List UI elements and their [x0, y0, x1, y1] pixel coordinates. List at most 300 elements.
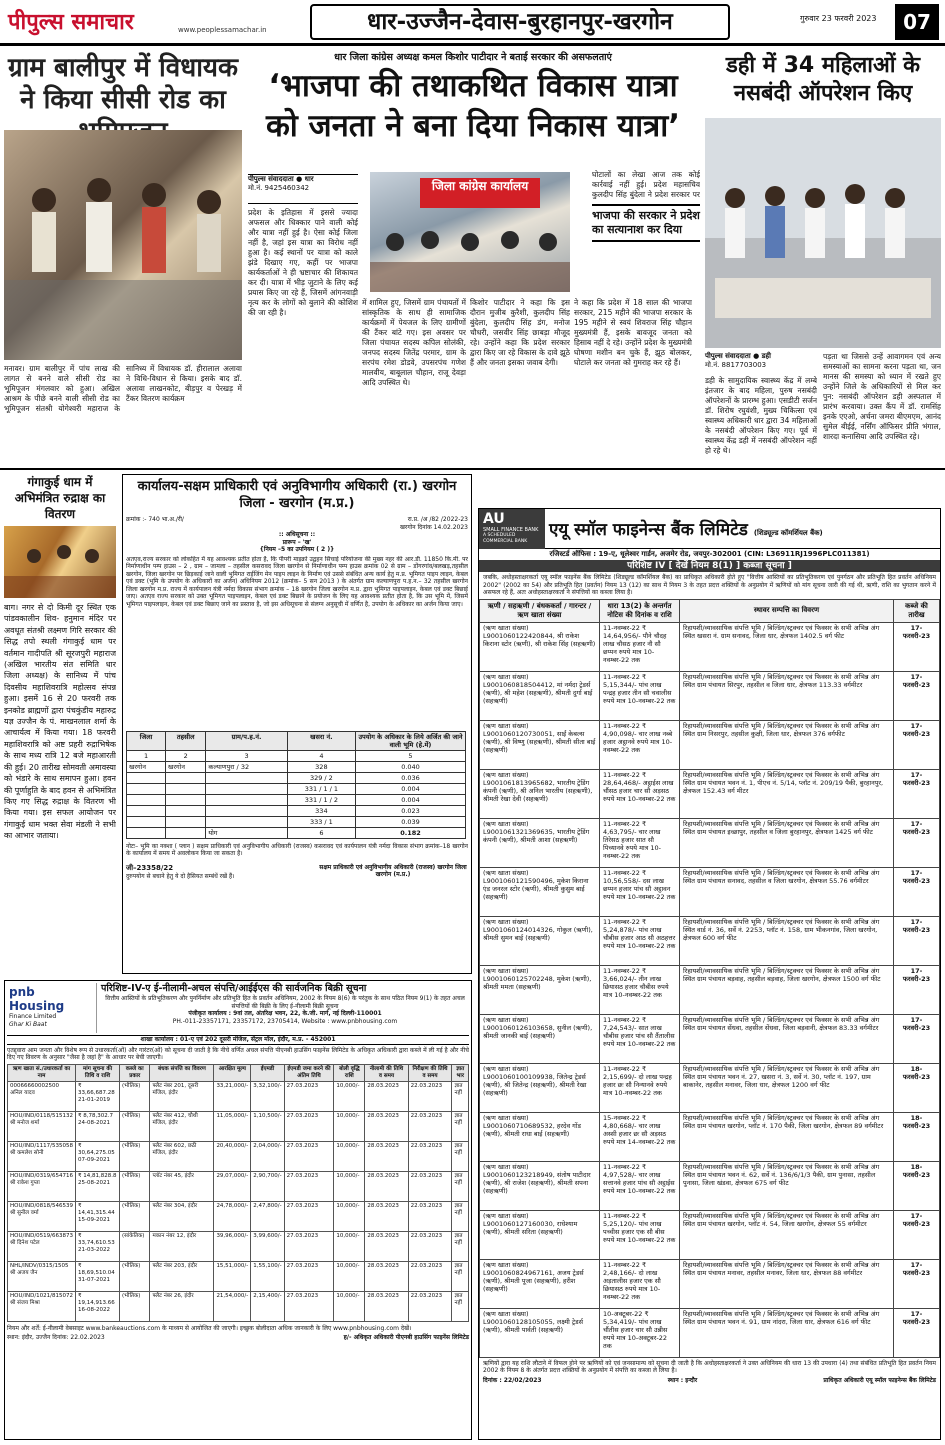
- land-col-num: 1: [127, 750, 166, 761]
- congress-continuation: [592, 170, 700, 464]
- land-cell-village: [206, 805, 287, 816]
- pnb-cell-last: 27.03.2023: [284, 1231, 334, 1261]
- congress-col4: ने कहा कि प्रदेश में 18 साल की भाजपा सरकार, 215 महीने की भाजपा सरकार के 195 महीने से स्वयं शिवराज सिंह चौहान मुख्यमंत्री हैं, इसके बावजूद जनता को हिसाब नहीं दे रहे। उन्होंने प्रदेश के मुख्यमंत्री घोषणा मशीन बन चुके हैं, झूठ बोलकर, घोटाले कर जनता को गुमराह कर रहे हैं।: [574, 298, 692, 367]
- land-total-count: 6: [287, 827, 355, 838]
- pnb-cell-auction: 28.03.2023: [365, 1201, 408, 1231]
- pnb-cell-last: 27.03.2023: [284, 1201, 334, 1231]
- dahi-col1: डही के सामुदायिक स्वास्थ्य केंद्र में लम्बे इंतजार के बाद महिला, पुरुष नसबंदी ऑपरेशनों के प्रारम्भ हुआ। एसडीटी सर्जन डॉ. शिरोष रघुवंशी, मुख्य चिकित्सा एवं स्वास्थ्य अधिकारी धार द्वारा 34 महिलाओं के नसबंदी ऑपरेशन किए गए। पूर्व में स्वास्थ्य केंद्र डही में नसबंदी ऑपरेशन नहीं हो रहे थे।: [705, 376, 817, 455]
- au-cell-date: 17-फरवरी-23: [894, 1259, 940, 1308]
- pnb-table: [7, 1064, 469, 1322]
- land-cell-area: 0.040: [356, 761, 466, 772]
- pnb-cell-enc: ज्ञात नहीं: [452, 1141, 469, 1171]
- pnb-th: बंधक संपत्ति का विवरण: [150, 1064, 214, 1081]
- pnb-sub: वित्तीय आस्तियों के प्रतिभूतिकरण और पुनर्निर्माण और प्रतिभूति हित के प्रवर्तन अधिनियम, 2002 के नियम 8(6) के परंतुक के साथ पठित नियम 9(1) के तहत अचल संपत्तियों की बिक्री के लिए ई-नीलामी बिक्री सूचना: [105, 995, 465, 1010]
- au-row: [480, 1308, 940, 1357]
- pnb-row: [8, 1291, 469, 1321]
- land-cell-khasra: 328: [287, 761, 355, 772]
- pnb-th: आरक्षित मूल्य: [214, 1064, 251, 1081]
- story-dahi: [705, 52, 941, 464]
- au-cell-date: 17-फरवरी-23: [894, 1308, 940, 1357]
- au-cell-borrower: (ऋण खाता संख्या) L9001060124014326, गोकुल (ऋणी), श्रीमती सुमन बाई (सहऋणी): [480, 916, 600, 965]
- au-cell-date: 17-फरवरी-23: [894, 1210, 940, 1259]
- au-cell-property: रिहायशी/व्यावसायिक संपत्ति भूमि / बिल्डिंग/स्ट्रक्चर एवं फिक्सर के सभी अभिन्न अंग स्थित ग्राम पंचायत सेंधवा, तहसील सेंधवा, जिला बड़वानी, क्षेत्रफल 83.33 वर्गमीटर: [680, 1014, 894, 1063]
- land-ref-date: खरगोन दिनांक 14.02.2023: [399, 523, 468, 531]
- au-cell-notice: 11-नवम्बर-22 ₹ 2,15,699/- दो लाख पन्द्रह हजार छः सौ निन्यानवे रुपये मात्र 10-नवम्बर-22 तक: [600, 1063, 680, 1112]
- au-header: [479, 509, 940, 549]
- land-row: [127, 783, 466, 794]
- land-cell-district: [127, 816, 166, 827]
- au-cell-property: रिहायशी/व्यावसायिक संपत्ति भूमि / बिल्डिंग/स्ट्रक्चर एवं फिक्सर के सभी अभिन्न अंग स्थित ग्राम निसरपुर, तहसील कुक्षी, जिला धार, क्षेत्रफल 376 वर्गफीट: [680, 720, 894, 769]
- land-row: [127, 761, 466, 772]
- pnb-row: [8, 1261, 469, 1291]
- doctors-photo-icon: [705, 118, 941, 348]
- pnb-cell-demand: ₹ 30,64,275.05 07-09-2021: [76, 1141, 120, 1171]
- au-cell-property: रिहायशी/व्यावसायिक संपत्ति भूमि / बिल्डिंग/स्ट्रक्चर एवं फिक्सर के सभी अभिन्न अंग स्थित खसरा नं. ग्राम सनावद, जिला धार, क्षेत्रफल 1402.5 वर्ग फीट: [680, 622, 894, 671]
- pnb-place-date: स्थान: इंदौर, उज्जैन दिनांक: 22.02.2023: [7, 1334, 105, 1341]
- au-th: ऋणी / सहऋणी / बंधककर्ता / गारन्टर / ऋण खाता संख्या: [480, 599, 600, 622]
- pnb-cell-demand: ₹ 19,14,913.66 16-08-2022: [76, 1291, 120, 1321]
- land-rule: {नियम –5 का उपनियम ( 2 )}: [259, 546, 335, 553]
- dahi-headline: डही में 34 महिलाओं के नसबंदी ऑपरेशन किए: [725, 53, 921, 106]
- pnb-th: ज्ञात भार: [452, 1064, 469, 1081]
- land-total-area: 0.182: [356, 827, 466, 838]
- pnb-cell-property: फ्लैट नंबर 201, दूसरी मंजिल, इंदौर: [150, 1081, 214, 1111]
- pnb-footer: नियम और शर्तें: ई-नीलामी वेबसाइट www.bankeauctions.com के माध्यम से आयोजित की जाएगी। इच्छुक बोलीदाता अधिक जानकारी के लिए www.pnbhousing.com देखें।: [7, 1324, 412, 1332]
- land-cell-district: [127, 772, 166, 783]
- au-cell-borrower: (ऋण खाता संख्या) L9001060128105055, लक्ष्मी ट्रेडर्स (ऋणी), श्रीमती पार्वती (सहऋणी): [480, 1308, 600, 1357]
- au-logo: AU: [483, 510, 505, 527]
- pnb-cell-reserve: 29,07,000/-: [214, 1171, 251, 1201]
- pnb-cell-emd: 2,15,400/-: [251, 1291, 284, 1321]
- pnb-cell-inspect: 22.03.2023: [408, 1081, 452, 1111]
- au-cell-property: रिहायशी/व्यावसायिक संपत्ति भूमि / बिल्डिंग/स्ट्रक्चर एवं फिक्सर के सभी अभिन्न अंग स्थित ग्राम पंचायत सिरपुर, तहसील व जिला धार, क्षेत्रफल 113.33 वर्गमीटर: [680, 671, 894, 720]
- au-cell-property: रिहायशी/व्यावसायिक संपत्ति भूमि / बिल्डिंग/स्ट्रक्चर एवं फिक्सर के सभी अभिन्न अंग स्थित ग्राम पंचायत खरगोन, प्लॉट नं. 54, जिला खरगोन, क्षेत्रफल 55 वर्गमीटर: [680, 1210, 894, 1259]
- dahi-byline-box: [705, 352, 817, 370]
- dahi-col2: पड़ता था जिससे उन्हें आवागमन एवं अन्य समस्याओं का सामना करना पड़ता था, जन मानस की समस्या को ध्यान में रखते हुए उन्होंने जिले के अधिकारियों से मिल कर पुन: नसबंदी ऑपरेशन डही अस्पताल में प्रारंभ करवाया। उक्त कैंप में डॉ. रामसिंह इनके एएओ, अर्चना जमरा बीएमएम, आनंद सुमेल बीईई, नर्सिंग ऑफिसर प्रीति भंगाल, शारदा कनासिया आदि उपस्थित रहे।: [823, 352, 941, 441]
- balipur-body: मनावर। ग्राम बालीपुर में पांच लाख की लागत से बनने वाले सीसी रोड का भूमिपूजन मंगलवार को हुआ। अखिल आश्रम के पीछे बनने वाली सीसी रोड का भूमिपूजन संतश्री योगेश्वरी महाराज के सानिध्य में विधायक डॉ. हीरालाल अलावा ने विधि-विधान से किया। इसके बाद डॉ. अलावा लाखनकोट, बीड़पुर व पेरखड़ में टैंकर वितरण कार्यक्रम: [4, 364, 242, 413]
- au-table: [479, 599, 940, 1358]
- pnb-cell-property: फ्लैट नंबर 203, इंदौर: [150, 1261, 214, 1291]
- story-gangakui: [4, 474, 116, 974]
- pnb-cell-inspect: 22.03.2023: [408, 1111, 452, 1141]
- land-cell-area: 0.023: [356, 805, 466, 816]
- au-cell-date: 17-फरवरी-23: [894, 1014, 940, 1063]
- pnb-cell-inc: 10,000/-: [334, 1171, 365, 1201]
- pnb-cell-emd: 2,04,000/-: [251, 1141, 284, 1171]
- land-cell-district: [127, 783, 166, 794]
- au-row: [480, 1112, 940, 1161]
- au-cell-property: रिहायशी/व्यावसायिक संपत्ति भूमि / बिल्डिंग/स्ट्रक्चर एवं फिक्सर के सभी अभिन्न अंग स्थित वार्ड नं. 36, सर्वे नं. 2253, प्लॉट नं. 158, ग्राम भीकनगांव, जिला खरगोन, क्षेत्रफल 600 वर्ग फीट: [680, 916, 894, 965]
- pnb-logo-tag: Ghar Ki Baat: [9, 1020, 47, 1028]
- land-footer-note: दुरुपयोग से बचाने हेतु ये दो हैसियत सम्बंधें रखें हैं।: [126, 872, 235, 880]
- au-cell-property: रिहायशी/व्यावसायिक संपत्ति भूमि / बिल्डिंग/स्ट्रक्चर एवं फिक्सर के सभी अभिन्न अंग स्थित ग्राम पंचायत भवन नं. 62, सर्वे नं. 136/6/1/3 पैकी, ग्राम पुनासा, तहसील पुनासा, जिला खंडवा, क्षेत्रफल 675 वर्ग फीट: [680, 1161, 894, 1210]
- masthead: [0, 0, 945, 46]
- congress-kicker: धार जिला कांग्रेस अध्यक्ष कमल किशोर पाटीदार ने बताई सरकार की असफलताएं: [334, 52, 612, 63]
- pnb-cell-reserve: 33,21,000/-: [214, 1081, 251, 1111]
- pnb-row: [8, 1141, 469, 1171]
- land-cell-tehsil: [166, 772, 206, 783]
- au-row: [480, 965, 940, 1014]
- paper-website[interactable]: www.peoplessamachar.in: [178, 26, 267, 34]
- pnb-cell-emd: 1,10,500/-: [251, 1111, 284, 1141]
- pnb-cell-reserve: 39,96,000/-: [214, 1231, 251, 1261]
- au-cell-date: 18-फरवरी-23: [894, 1112, 940, 1161]
- land-form: प्रारूप – 'ख': [282, 538, 312, 546]
- pnb-cell-inc: 10,000/-: [334, 1231, 365, 1261]
- pnb-cell-type: (भौतिक): [120, 1141, 150, 1171]
- pnb-cell-auction: 28.03.2023: [365, 1081, 408, 1111]
- au-place: स्थान : इन्दौर: [667, 1376, 698, 1384]
- paper-logo: पीपुल्स समाचार: [8, 9, 134, 35]
- land-row: [127, 794, 466, 805]
- pnb-cell-enc: ज्ञात नहीं: [452, 1111, 469, 1141]
- pnb-intro: एतद्द्वारा आम जनता और विशेष रूप से उधारकर्ता(ओं) और गारंटर(ओं) को सूचना दी जाती है कि नीचे वर्णित अचल संपत्ति पीएनबी हाउसिंग फाइनेंस लिमिटेड के अधिकृत अधिकारी द्वारा कब्जे में ली गई है और नीचे दिए गए विवरण के अनुसार "जैसा है जहां है" के आधार पर बेची जाएगी।: [7, 1046, 469, 1061]
- pnb-cell-inspect: 22.03.2023: [408, 1171, 452, 1201]
- pnb-cell-last: 27.03.2023: [284, 1291, 334, 1321]
- au-cell-borrower: (ऋण खाता संख्या) L9001060122420844, श्री राकेश किराना स्टोर (ऋणी), श्री राकेश सिंह (सहऋणी): [480, 622, 600, 671]
- pnb-cell-loan: HOU/IND/1021/815072 श्री संजय मिश्रा: [8, 1291, 76, 1321]
- land-cell-khasra: 331 / 1 / 2: [287, 794, 355, 805]
- pnb-th: कब्जे का प्रकार: [120, 1064, 150, 1081]
- pnb-cell-inc: 10,000/-: [334, 1111, 365, 1141]
- pnb-row: [8, 1231, 469, 1261]
- pnb-cell-demand: ₹ 33,74,610.53 21-03-2022: [76, 1231, 120, 1261]
- au-cell-borrower: (ऋण खाता संख्या) L9001060121590496, मुकेश किराना एंड जनरल स्टोर (ऋणी), श्रीमती कुसुम बाई (सहऋणी): [480, 867, 600, 916]
- au-cell-borrower: (ऋण खाता संख्या) L9001060710689532, हरदेव गोंड (ऋणी), श्रीमती राधा बाई (सहऋणी): [480, 1112, 600, 1161]
- pnb-cell-enc: ज्ञात नहीं: [452, 1201, 469, 1231]
- au-th: कब्जे की तारीख: [894, 599, 940, 622]
- pnb-cell-demand: ₹ 14,81,828.8 25-08-2021: [76, 1171, 120, 1201]
- pnb-cell-enc: ज्ञात नहीं: [452, 1231, 469, 1261]
- au-cell-property: रिहायशी/व्यावसायिक संपत्ति भूमि / बिल्डिंग/स्ट्रक्चर एवं फिक्सर के सभी अभिन्न अंग स्थित ग्राम पंचायत मनावर, तहसील मनावर, जिला धार, क्षेत्रफल 88 वर्गमीटर: [680, 1259, 894, 1308]
- au-subtitle: (शिड्यूल्ड कॉमर्शियल बैंक): [753, 529, 823, 537]
- land-ref-right: रा.प्र. /अ /82 /2022-23: [407, 516, 468, 523]
- page-number: 07: [895, 4, 939, 40]
- pnb-cell-type: (भौतिक): [120, 1081, 150, 1111]
- au-row: [480, 916, 940, 965]
- pnb-cell-property: मकान नंबर 12, इंदौर: [150, 1231, 214, 1261]
- land-cell-village: कल्याणपुरा / 32: [206, 761, 287, 772]
- pnb-cell-reserve: 15,51,000/-: [214, 1261, 251, 1291]
- au-cell-date: 17-फरवरी-23: [894, 769, 940, 818]
- land-cell-tehsil: [166, 783, 206, 794]
- pnb-cell-last: 27.03.2023: [284, 1261, 334, 1291]
- pnb-office: पंजीकृत कार्यालय : 9वां तल, अंतरिक्ष भवन, 22, के.जी. मार्ग, नई दिल्ली-110001: [188, 1010, 382, 1017]
- section-divider: [0, 468, 945, 470]
- pnb-cell-inc: 10,000/-: [334, 1291, 365, 1321]
- au-cell-property: रिहायशी/व्यावसायिक संपत्ति भूमि / बिल्डिंग/स्ट्रक्चर एवं फिक्सर के सभी अभिन्न अंग स्थित ग्राम पंचायत सनावद, तहसील व जिला खरगोन, क्षेत्रफल 55.76 वर्गमीटर: [680, 867, 894, 916]
- au-cell-date: 18-फरवरी-23: [894, 1161, 940, 1210]
- pnb-cell-last: 27.03.2023: [284, 1141, 334, 1171]
- pnb-cell-auction: 28.03.2023: [365, 1291, 408, 1321]
- pnb-cell-inc: 10,000/-: [334, 1261, 365, 1291]
- land-th: खसरा नं.: [287, 731, 355, 750]
- pnb-cell-reserve: 24,78,000/-: [214, 1201, 251, 1231]
- au-cell-borrower: (ऋण खाता संख्या) L9001060120730051, साईं केबल्स (ऋणी), श्री विष्णु (सहऋणी), श्रीमती सीता बाई (सहऋणी): [480, 720, 600, 769]
- pnb-cell-enc: ज्ञात नहीं: [452, 1291, 469, 1321]
- pnb-cell-property: प्लॉट नंबर 45, इंदौर: [150, 1171, 214, 1201]
- land-notice-title: कार्यालय-सक्षम प्राधिकारी एवं अनुविभागीय अधिकारी (रा.) खरगोन जिला - खरगोन (म.प्र.): [137, 479, 457, 511]
- au-cell-date: 17-फरवरी-23: [894, 916, 940, 965]
- pnb-cell-auction: 28.03.2023: [365, 1171, 408, 1201]
- au-intro: जबकि, अधोहस्ताक्षरकर्ता एयू स्मॉल फाइनेंस बैंक लिमिटेड (शिड्यूल्ड कॉमर्शियल बैंक) का प्राधिकृत अधिकारी होते हुए "वित्तीय आस्तियों का प्रतिभूतिकरण एवं पुनर्गठन और प्रतिभूति हित प्रवर्तन अधिनियम 2002" (2002 का 54) और प्रतिभूति हित (प्रवर्तन) नियम 13 (12) का साथ में नियम 3 के तहत प्रदत्त शक्तियों के अनुप्रयोग में ऋणियों को मांग सूचना जारी की गई थी, ऋणी, राशि का भुगतान करने में असफल रहे हैं, अतः अधोहस्ताक्षरकर्ता ने संपत्तियों का कब्जा लिया है।: [483, 574, 936, 596]
- au-logo-box: [479, 509, 545, 549]
- pnb-cell-type: (भौतिक): [120, 1261, 150, 1291]
- pnb-cell-type: (भौतिक): [120, 1111, 150, 1141]
- au-cell-borrower: (ऋण खाता संख्या) L9001061813965682, भारतीय ट्रेडिंग कंपनी (ऋणी), श्री अनिल भारतीय (सहऋणी), श्रीमती रेखा देवी (सहऋणी): [480, 769, 600, 818]
- au-row: [480, 1161, 940, 1210]
- balipur-headline: ग्राम बालीपुर में विधायक ने किया सीसी रोड का: [8, 53, 238, 115]
- au-title: एयू स्मॉल फाइनेन्स बैंक लिमिटेड: [549, 520, 748, 540]
- au-row: [480, 622, 940, 671]
- land-cell-khasra: 333 / 1: [287, 816, 355, 827]
- pnb-cell-loan: NHL/INDV/0315/1505 श्री अजय जैन: [8, 1261, 76, 1291]
- au-cell-borrower: (ऋण खाता संख्या) L9001060100109938, जितेन्द्र ट्रेडर्स (ऋणी), श्री जितेन्द्र (सहऋणी), श्रीमती रेखा (सहऋणी): [480, 1063, 600, 1112]
- congress-banner: जिला कांग्रेस कार्यालय: [420, 178, 540, 208]
- au-cell-borrower: (ऋण खाता संख्या) L9001060824967161, अजय ट्रेडर्स (ऋणी), श्रीमती पूजा (सहऋणी), हरीश (सहऋणी): [480, 1259, 600, 1308]
- land-cell-area: 0.004: [356, 794, 466, 805]
- land-cell-village: [206, 783, 287, 794]
- pnb-cell-type: (भौतिक): [120, 1201, 150, 1231]
- au-cell-property: रिहायशी/व्यावसायिक संपत्ति भूमि / बिल्डिंग/स्ट्रक्चर एवं फिक्सर के सभी अभिन्न अंग स्थित ग्राम पंचायत बड़वाह, तहसील बड़वाह, जिला खरगोन, क्षेत्रफल 1500 वर्ग फीट: [680, 965, 894, 1014]
- au-cell-notice: 11-नवम्बर-22 ₹ 14,64,956/- पौने चौदह लाख चौसठ हजार नौ सौ छप्पन रुपये मात्र 10-नवम्बर-22 तक: [600, 622, 680, 671]
- pnb-cell-auction: 28.03.2023: [365, 1111, 408, 1141]
- land-total-label: योग: [206, 827, 287, 838]
- pnb-cell-reserve: 21,54,000/-: [214, 1291, 251, 1321]
- au-cell-property: रिहायशी/व्यावसायिक संपत्ति भूमि / बिल्डिंग/स्ट्रक्चर एवं फिक्सर के सभी अभिन्न अंग स्थित ग्राम पंचायत इच्छापुर, तहसील व जिला बुरहानपुर, क्षेत्रफल 1425 वर्ग फीट: [680, 818, 894, 867]
- au-cell-property: रिहायशी/व्यावसायिक संपत्ति भूमि / बिल्डिंग/स्ट्रक्चर एवं फिक्सर के सभी अभिन्न अंग स्थित ग्राम पंचायत भवन नं. 91, ग्राम नांदरा, जिला धार, क्षेत्रफल 616 वर्ग फीट: [680, 1308, 894, 1357]
- pnb-logo-sub: Finance Limited: [9, 1013, 57, 1020]
- land-col-num: 4: [287, 750, 355, 761]
- pnb-cell-inc: 10,000/-: [334, 1201, 365, 1231]
- land-cell-tehsil: खरगोन: [166, 761, 206, 772]
- pnb-cell-type: (सांकेतिक): [120, 1231, 150, 1261]
- pnb-contact: PH.-011-23357171, 23357172, 23705414, Website : www.pnbhousing.com: [172, 1017, 398, 1025]
- land-th: ग्राम/प.ह.नं.: [206, 731, 287, 750]
- au-cell-date: 17-फरवरी-23: [894, 720, 940, 769]
- au-cell-property: रिहायशी/व्यावसायिक संपत्ति भूमि / बिल्डिंग/स्ट्रक्चर एवं फिक्सर के सभी अभिन्न अंग स्थित ग्राम पंचायत भवन नं. 1, पीएच नं. 5/14, प्लॉट नं. 209/19 पैकी, बुरहानपुर, क्षेत्रफल 152.43 वर्ग मीटर: [680, 769, 894, 818]
- au-cell-date: 17-फरवरी-23: [894, 867, 940, 916]
- pnb-cell-loan: HOU/IND/0319/654716 श्री राकेश गुप्ता: [8, 1171, 76, 1201]
- au-cell-borrower: (ऋण खाता संख्या) L9001060818504412, मां नर्मदा ट्रेडर्स (ऋणी), श्री महेश (सहऋणी), श्रीमती दुर्गा बाई (सहऋणी): [480, 671, 600, 720]
- pnb-cell-demand: ₹ 18,69,510.04 31-07-2021: [76, 1261, 120, 1291]
- pnb-cell-emd: 2,47,800/-: [251, 1201, 284, 1231]
- region-header: धार-उज्जैन-देवास-बुरहानपुर-खरगोन: [310, 4, 730, 40]
- notice-au-bank: [478, 508, 941, 1440]
- pnb-cell-emd: 3,32,100/-: [251, 1081, 284, 1111]
- land-ji-no: जी–23358/22: [126, 863, 174, 872]
- land-th: उपयोग के अधिकार के लिये अर्जित की जाने वाली भूमि (हे.में): [356, 731, 466, 750]
- pnb-signature: ह/- अधिकृत अधिकारी पीएनबी हाउसिंग फाइनेंस लिमिटेड: [343, 1334, 469, 1341]
- land-annex: :: अधिसूचना ::: [278, 531, 316, 538]
- pnb-cell-enc: ज्ञात नहीं: [452, 1081, 469, 1111]
- au-cell-notice: 11-नवम्बर-22 ₹ 5,15,344/- पांच लाख पन्द्रह हजार तीन सौ चवालीस रुपये मात्र 10-नवम्बर-22 तक: [600, 671, 680, 720]
- land-signature: सक्षम प्राधिकारी एवं अनुविभागीय अधिकारी (राजस्व) खरगोन जिला खरगोन (म.प्र.): [319, 863, 467, 878]
- pnb-cell-auction: 28.03.2023: [365, 1231, 408, 1261]
- pnb-branch: शाखा कार्यालय : 01-ए एवं 202 दूसरी मंजिल, सेंट्रल मॉल, इंदौर, म.प्र. - 452001: [7, 1035, 469, 1045]
- au-cell-date: 17-फरवरी-23: [894, 671, 940, 720]
- land-cell-khasra: 334: [287, 805, 355, 816]
- au-row: [480, 1210, 940, 1259]
- congress-photo: [370, 172, 570, 292]
- land-col-num: 2: [166, 750, 206, 761]
- au-cell-borrower: (ऋण खाता संख्या) L9001060125702248, मुकेश (ऋणी), श्रीमती ममता (सहऋणी): [480, 965, 600, 1014]
- pnb-cell-property: फ्लैट नंबर 26, इंदौर: [150, 1291, 214, 1321]
- au-cell-property: रिहायशी/व्यावसायिक संपत्ति भूमि / बिल्डिंग/स्ट्रक्चर एवं फिक्सर के सभी अभिन्न अंग स्थित ग्राम पंचायत खरगोन, प्लॉट नं. 170 पैकी, जिला खरगोन, क्षेत्रफल 89 वर्गमीटर: [680, 1112, 894, 1161]
- pnb-th: मांग सूचना की तिथि व राशि: [76, 1064, 120, 1081]
- pnb-cell-loan: 00066660002500 अनिल यादव: [8, 1081, 76, 1111]
- pnb-cell-inspect: 22.03.2023: [408, 1141, 452, 1171]
- au-cell-notice: 11-नवम्बर-22 ₹ 7,24,543/- सात लाख चौबीस हजार पांच सौ तैंतालीस रुपये मात्र 10-नवम्बर-22 तक: [600, 1014, 680, 1063]
- congress-col2: में शामिल हुए, जिसमें ग्राम पंचायतों में सांस्कृतिक के साथ ही सामाजिक कार्यक्रमों में पेयजल के लिए ग्रामीणों की टैंकर बांटे गए। इस अवसर पर जिला पंचायत सदस्य कपिल सोलंकी, जनपद सदस्य जितेंद्र परमार, ग्राम के सरपंच रमेश डोडवे, उपसरपंच गणेश मालवीय, बाबूलाल चौहान, राजू देवड़ा आदि उपस्थित थे।: [362, 298, 466, 387]
- au-cell-notice: 11-नवम्बर-22 ₹ 4,90,098/- चार लाख नब्बे हजार अट्ठानवे रुपये मात्र 10-नवम्बर-22 तक: [600, 720, 680, 769]
- story-balipur: [4, 52, 242, 464]
- gangakui-body: बाग। नगर से दो किमी दूर स्थित एक पांडवकालीन शिव- हनुमान मंदिर पर अवधूत संतश्री लक्ष्मण गिरि सरकार की सिद्ध तपो स्थली गंगाकुई धाम पर वर्तमान गादीपति श्री सूरजपुरी महाराज (अखिल भारतीय संत समिति धार जिला अध्यक्ष) के सानिध्य में पांच दिवसीय महाशिवरात्रि महोत्सव संपन्न हुआ। इसमें 16 से 20 फरवरी तक इनकोड ब्राह्मणों द्वारा पंचकुंडीय महारुद्र यज्ञ उज्जैन के पं. माखनलाल शर्मा के आचार्यत्व में किया गया। 18 फरवरी महाशिवरात्रि को अष्ट प्रहरी रुद्राभिषेक के साथ मध्य रात्रि 12 बजे महाआरती की हुई। 20 तारीख सोमवती अमावस्या को भंडारे के साथ समापन हुआ। हवन की पूर्णाहुति के बाद हवन से अभिमंत्रित किए गए सिद्ध रुद्राक्ष के वितरण भी किया गया। इस सफल आयोजन पर गंगाकुई धाम भक्त सेवा मंडली ने सभी का आभार जताया।: [4, 603, 116, 841]
- dahi-byline: पीपुल्स संवाददाता ● डही: [705, 352, 771, 360]
- gangakui-photo: [4, 526, 116, 598]
- pnb-th: ईएमडी: [251, 1064, 284, 1081]
- congress-phone: मो.नं. 9425460342: [248, 184, 310, 192]
- pnb-cell-inspect: 22.03.2023: [408, 1231, 452, 1261]
- congress-byline-box: [248, 174, 358, 204]
- land-cell-tehsil: [166, 794, 206, 805]
- au-cell-notice: 10-अक्टूबर-22 ₹ 5,34,419/- पांच लाख चौंतीस हजार चार सौ उन्नीस रुपये मात्र 10-अक्टूबर-22 तक: [600, 1308, 680, 1357]
- au-row: [480, 867, 940, 916]
- au-row: [480, 720, 940, 769]
- au-cell-date: 17-फरवरी-23: [894, 818, 940, 867]
- au-notice-title: परिशिष्ट IV [ देखें नियम 8(1) ] कब्जा सूचना ]: [479, 560, 940, 572]
- pnb-th: बोली वृद्धि राशि: [334, 1064, 365, 1081]
- land-cell-area: 0.039: [356, 816, 466, 827]
- au-regd: रजिस्टर्ड ऑफिस : 19-ए, धूलेश्वर गार्डन, अजमेर रोड, जयपुर-302001 (CIN: L36911RJ1996PLC011381): [549, 550, 870, 558]
- meeting-photo-icon: [370, 212, 570, 292]
- pnb-cell-loan: HOU/IND/0519/663873 श्री दिनेश पटेल: [8, 1231, 76, 1261]
- dahi-photo: [705, 118, 941, 348]
- au-cell-date: 17-फरवरी-23: [894, 622, 940, 671]
- land-body: अतएव,राज्य सरकार को लोकहित में यह आवश्यक प्रतीत होता है, कि पीपरी माइक्रो उद्वहन सिंचाई परियोजना की मुख्य नहर की आर.डी. 11850 कि.मी. पर निर्माणाधीन पम्प हाउस – 2 , ग्राम – जामला – तहसील कसरावद जिला खरगोन से निर्माणाधीन पम्प हाउस क्रमांक 02 से ग्राम – डोंगरगांव/बलखड़,तहसील खरगोन, जिला खरगोन पर छिड़काई जाने वाली भूमिगत राईजिंग मेन पाइप लाइन के निर्माण एवं उससे संबंधित अन्य कार्य हेतु म.प्र. भूमिगत पाइप लाइन, केबल एवं डक्ट (भूमि के उपयोग के अधिकारों का अर्जन) अधिनियम 2012 (क्रमांक– 5 सन 2013 ) के अंतर्गत ग्राम कल्याणपुरा प.ह.न.– 32 तहसील खरगोन जिला खरगोन म.प्र. राज्य में कार्यपालन यंत्री नर्मदा विकास संभाग क्रमांक – 18 खरगोन जिला खरगोन म.प्र. द्वारा भूमिगत पाइपलाइन, केबल एवं डक्ट बिछाई जाए। अतएव राज्य सरकार को उक्त भूमिगत पाइपलाइन, केबल एवं डक्ट बिछाने के प्रयोजन के लिए यह आवश्यक प्रतीत होता है, कि उस भूमि में, जिसमें भूमिगत पाइपलाइन, केबल एवं डक्ट बिछाए जाने का प्रस्ताव है, जो इस अधिसूचना से संलग्न अनुसूची में वर्णित है, उपयोग के अधिकार का अर्जन किया जाए।: [126, 555, 468, 608]
- pnb-cell-demand: ₹ 14,41,315.44 15-09-2021: [76, 1201, 120, 1231]
- congress-pull-quote: भाजपा की सरकार ने प्रदेश का सत्यानाश कर दिया: [592, 204, 700, 242]
- au-logo-sub: SMALL FINANCE BANK: [483, 526, 539, 533]
- congress-col1: प्रदेश के इतिहास में इससे ज्यादा अफसल और धिक्कार पाने वाली कोई और यात्रा नहीं हुई है। ऐसा कोई जिला नहीं है, जहां इस यात्रा का विरोध नहीं हुआ है। कई स्थानों पर यात्रा को काले झंडे दिखाए गए, कहीं पर भाजपा कार्यकर्ताओं ने ही भ्रष्टाचार की शिकायत कर दी। यात्रा में भीड़ जुटाने के लिए कई प्रयास किए जा रहे हैं, जिसमें आंगनवाड़ी नृत्य कर के लोगों को बुलाने की कोशिश की जा रही है।: [248, 208, 358, 317]
- au-cell-date: 18-फरवरी-23: [894, 1063, 940, 1112]
- pnb-cell-demand: ₹ 8,78,302.7 24-08-2021: [76, 1111, 120, 1141]
- au-logo-tag: A SCHEDULED COMMERCIAL BANK: [483, 532, 528, 544]
- pnb-cell-last: 27.03.2023: [284, 1111, 334, 1141]
- balipur-photo: [4, 130, 242, 360]
- land-cell-district: [127, 794, 166, 805]
- au-cell-notice: 11-नवम्बर-22 ₹ 2,48,166/- दो लाख अड़तालीस हजार एक सौ छियासठ रुपये मात्र 10-नवम्बर-22 तक: [600, 1259, 680, 1308]
- au-cell-notice: 11-नवम्बर-22 ₹ 4,63,795/- चार लाख तिरेसठ हजार सात सौ पिच्यानवे रुपये मात्र 10-नवम्बर-22 तक: [600, 818, 680, 867]
- issue-date: गुरुवार 23 फरवरी 2023: [800, 14, 877, 23]
- au-th: धारा 13(2) के अन्तर्गत नोटिस की दिनांक व राशि: [600, 599, 680, 622]
- au-row: [480, 818, 940, 867]
- pnb-logo: pnb Housing: [9, 985, 65, 1013]
- pnb-cell-reserve: 20,40,000/-: [214, 1141, 251, 1171]
- land-ref-left: क्रमांक :- 740 भा.अ./री/: [126, 516, 184, 523]
- pnb-cell-inc: 10,000/-: [334, 1141, 365, 1171]
- notice-land: [122, 474, 472, 974]
- land-cell-area: 0.004: [356, 783, 466, 794]
- au-row: [480, 1014, 940, 1063]
- land-col-num: 3: [206, 750, 287, 761]
- au-row: [480, 1063, 940, 1112]
- au-cell-borrower: (ऋण खाता संख्या) L9001060127160030, राधेश्याम (ऋणी), श्रीमती सरिता (सहऋणी): [480, 1210, 600, 1259]
- au-cell-notice: 11-नवम्बर-22 ₹ 5,24,878/- पांच लाख चौबीस हजार आठ सौ अठहत्तर रुपये मात्र 10-नवम्बर-22 तक: [600, 916, 680, 965]
- au-row: [480, 769, 940, 818]
- au-cell-notice: 11-नवम्बर-22 ₹ 28,64,468/- अट्ठाईस लाख चौंसठ हजार चार सौ अड़सठ रुपये मात्र 10-नवम्बर-22 तक: [600, 769, 680, 818]
- au-cell-date: 17-फरवरी-23: [894, 965, 940, 1014]
- crowd-photo-icon: [4, 130, 242, 360]
- notice-pnb: [4, 980, 472, 1440]
- au-cell-borrower: (ऋण खाता संख्या) L9001061321369635, भारतीय ट्रेडिंग कंपनी (ऋणी), श्रीमती आशा (सहऋणी): [480, 818, 600, 867]
- pnb-row: [8, 1171, 469, 1201]
- land-cell-district: खरगोन: [127, 761, 166, 772]
- pnb-cell-enc: ज्ञात नहीं: [452, 1171, 469, 1201]
- pnb-row: [8, 1201, 469, 1231]
- land-cell-khasra: 331 / 1 / 1: [287, 783, 355, 794]
- pnb-cell-last: 27.03.2023: [284, 1081, 334, 1111]
- congress-col3: किशोर पाटीदार ने कहा कि इस दौरान मुजीब कुरैशी, कुलदीप सिंह बुंदेला, कुलदीप सिंह डंग, मनोज चौधरी, जसवीर सिंह छाबड़ा मौजूद रहे। उन्होंने कहा कि प्रदेश सरकार द्वारा किए जा रहे विकास के दावे झूठे हैं और जनता इसका जवाब देगी।: [470, 298, 570, 367]
- land-cell-village: [206, 772, 287, 783]
- pnb-cell-loan: HOU/IND/1117/535058 श्री कमलेश सोनी: [8, 1141, 76, 1171]
- land-col-num: 5: [356, 750, 466, 761]
- land-th: तहसील: [166, 731, 206, 750]
- au-date: दिनांक : 22/02/2023: [483, 1376, 542, 1384]
- pnb-cell-loan: HOU/IND/0818/546539 श्री सुनील वर्मा: [8, 1201, 76, 1231]
- au-cell-notice: 11-नवम्बर-22 ₹ 3,66,024/- तीन लाख छियासठ हजार चौबीस रुपये मात्र 10-नवम्बर-22 तक: [600, 965, 680, 1014]
- pnb-cell-type: (भौतिक): [120, 1291, 150, 1321]
- land-cell-village: [206, 816, 287, 827]
- land-cell-tehsil: [166, 816, 206, 827]
- congress-col5-top: घोटालों का लेखा आज तक कोई कार्रवाई नहीं हुई। प्रदेश महासचिव कुलदीप सिंह बुंदेला ने प्रदेश सरकार पर: [592, 170, 700, 199]
- land-row: [127, 772, 466, 783]
- gangakui-headline: गंगाकुई धाम में अभिमंत्रित रुद्राक्ष का वितरण: [14, 475, 106, 521]
- pnb-th: ऋण खाता सं./उधारकर्ता का नाम: [8, 1064, 76, 1081]
- pnb-cell-property: फ्लैट नंबर 412, चौथी मंजिल, इंदौर: [150, 1111, 214, 1141]
- land-row: [127, 816, 466, 827]
- land-cell-district: [127, 805, 166, 816]
- pnb-cell-demand: ₹ 33,66,687.28 21-01-2019: [76, 1081, 120, 1111]
- pnb-cell-property: फ्लैट नंबर 602, छठी मंजिल, इंदौर: [150, 1141, 214, 1171]
- pnb-cell-last: 27.03.2023: [284, 1171, 334, 1201]
- pnb-cell-inc: 10,000/-: [334, 1081, 365, 1111]
- pnb-cell-auction: 28.03.2023: [365, 1141, 408, 1171]
- au-cell-notice: 11-नवम्बर-22 ₹ 4,97,528/- चार लाख सत्तानवे हजार पांच सौ अट्ठाईस रुपये मात्र 10-नवम्बर-22 तक: [600, 1161, 680, 1210]
- land-cell-village: [206, 794, 287, 805]
- land-row: [127, 805, 466, 816]
- pnb-cell-property: फ्लैट नंबर 304, इंदौर: [150, 1201, 214, 1231]
- pnb-cell-inspect: 22.03.2023: [408, 1261, 452, 1291]
- ritual-photo-icon: [4, 526, 116, 598]
- au-closing: ऋणियों द्वारा यह राशि लौटाने में विफल होने पर ऋणियों को एवं जनसामान्य को सूचना दी जाती है कि अधोहस्ताक्षरकर्ता ने उक्त अधिनियम की धारा 13 की उपधारा (4) तथा संबंधित प्रतिभूति हित प्रवर्तन नियम 2002 के नियम 8 के अंतर्गत प्रदत्त शक्तियों के अनुप्रयोग में संपत्ति का कब्जा ले लिया है।: [483, 1359, 936, 1374]
- pnb-row: [8, 1111, 469, 1141]
- pnb-cell-reserve: 11,05,000/-: [214, 1111, 251, 1141]
- land-cell-area: 0.036: [356, 772, 466, 783]
- pnb-cell-auction: 28.03.2023: [365, 1261, 408, 1291]
- pnb-cell-loan: HOU/IND/0118/515132 श्री मनोज शर्मा: [8, 1111, 76, 1141]
- pnb-logo-box: [7, 983, 97, 1033]
- congress-headline: ‘भाजपा की तथाकथित विकास यात्रा को जनता ने बना दिया निकास यात्रा’: [265, 68, 681, 144]
- au-row: [480, 671, 940, 720]
- dahi-phone: मो.नं. 8817703003: [705, 361, 767, 369]
- land-table: [126, 731, 466, 839]
- pnb-cell-emd: 1,55,100/-: [251, 1261, 284, 1291]
- land-th: जिला: [127, 731, 166, 750]
- land-note: नोटः– भूमि का नक्शा ( प्लान ) सक्षम प्राधिकारी एवं अनुविभागीय अधिकारी (राजस्व) कसरावद एवं कार्यपालन यंत्री नर्मदा विकास संभाग क्रमांक–18 खरगोन के कार्यालय में समय में अवलोकन किया जा सकता है।: [126, 842, 468, 857]
- au-row: [480, 1259, 940, 1308]
- pnb-th: निरीक्षण की तिथि व समय: [408, 1064, 452, 1081]
